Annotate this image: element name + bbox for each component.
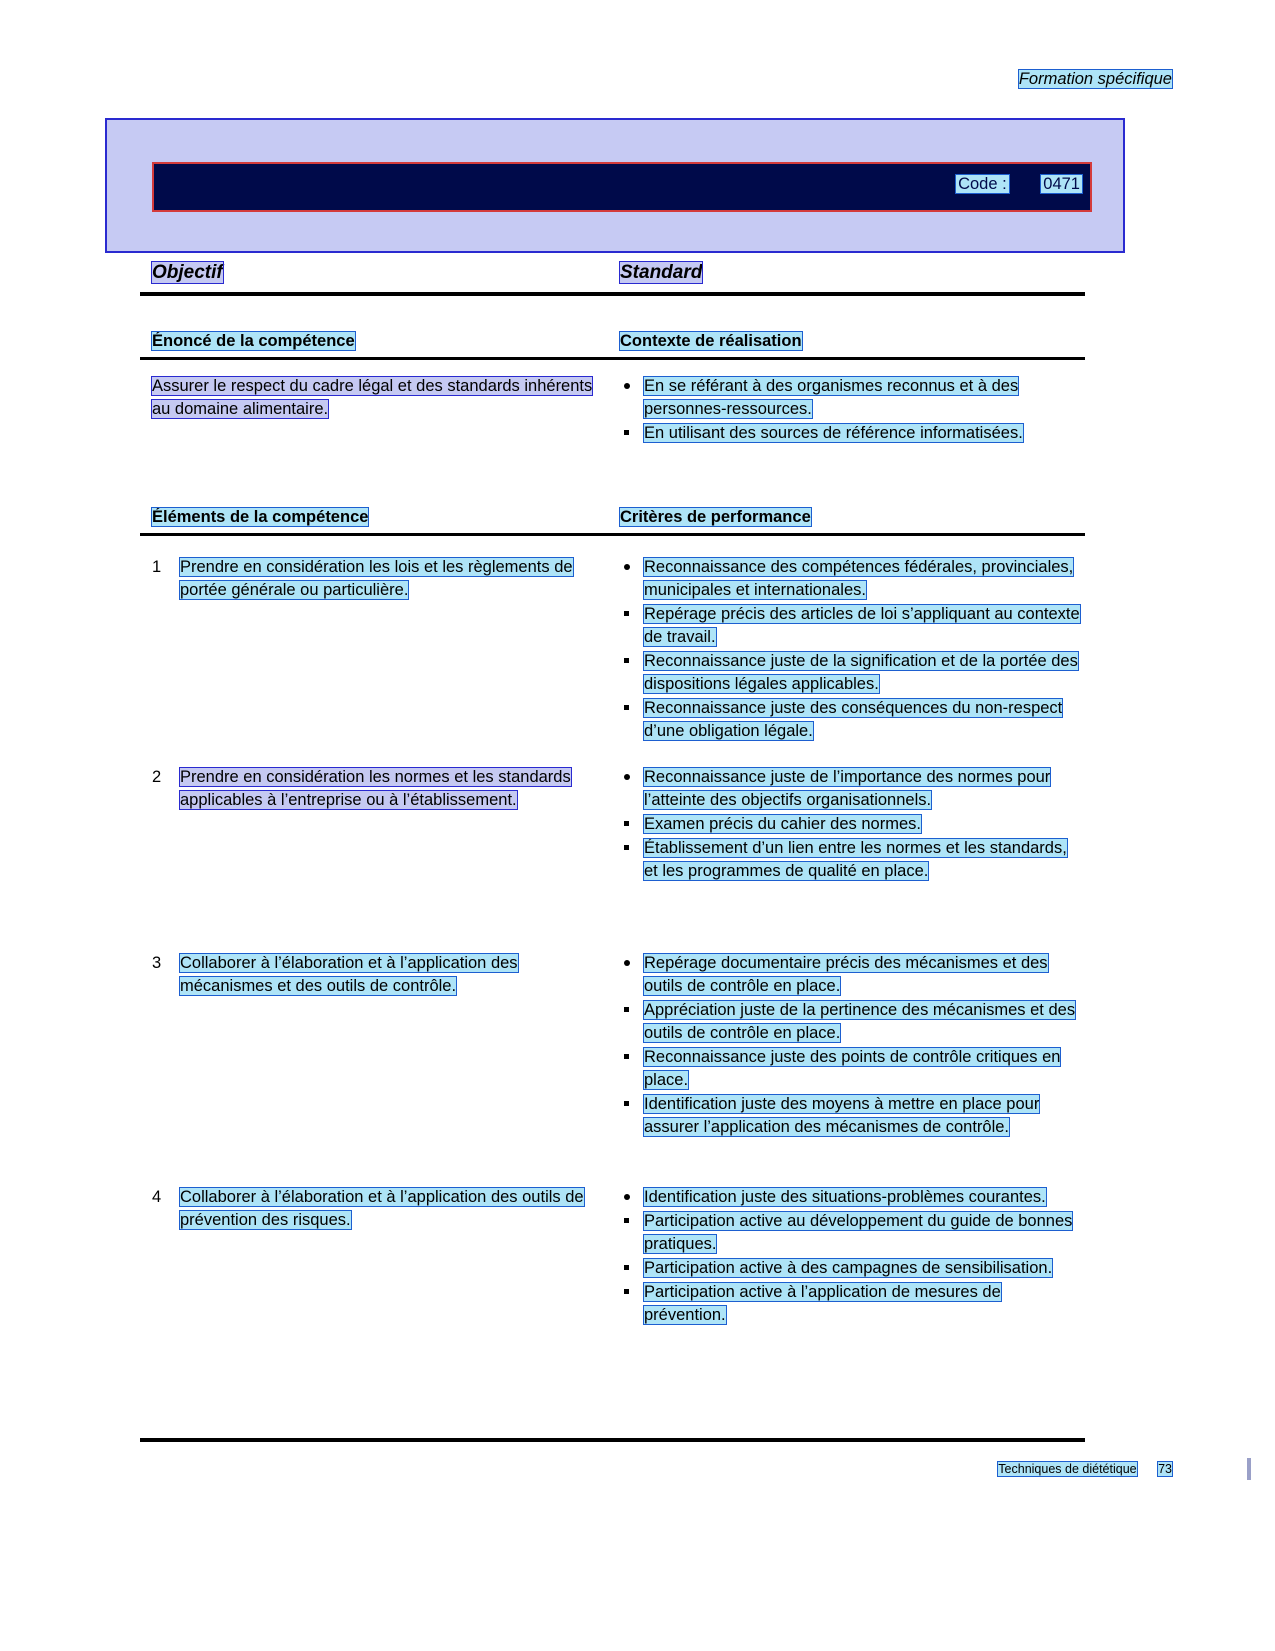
list-item: 1 Prendre en considération les lois et les règlements de portée générale ou particulière. — [152, 558, 573, 599]
context-list — [620, 375, 1080, 445]
element-number: 3 — [152, 954, 162, 972]
list-item: Reconnaissance des compétences fédérales, provinciales, municipales et internationales. — [620, 556, 1080, 602]
bullet-icon — [624, 1289, 629, 1294]
criteria-heading-wrap — [620, 508, 1080, 527]
elements-rule — [140, 533, 1085, 536]
list-item: Identification juste des situations-problèmes courantes. — [620, 1186, 1080, 1209]
statement-text-row: Assurer le respect du cadre légal et des standards inhérents au domaine alimentaire. — [152, 377, 593, 418]
element-number: 1 — [152, 558, 162, 576]
elements-heading-wrap — [152, 508, 602, 527]
element-entry — [152, 952, 602, 998]
bullet-icon — [624, 658, 629, 663]
criteria-list — [620, 766, 1080, 883]
title-bar — [152, 162, 1092, 212]
objectif-standard-band — [140, 262, 1085, 288]
footer-marker — [1247, 1458, 1251, 1480]
list-item: Identification juste des moyens à mettre en place pour assurer l’application des mécanismes de contrôle. — [620, 1093, 1080, 1139]
criteria-cell — [620, 952, 1080, 1140]
list-item: Examen précis du cahier des normes. — [620, 813, 1080, 836]
list-item: Participation active au développement du guide de bonnes pratiques. — [620, 1210, 1080, 1256]
bullet-icon — [624, 1194, 630, 1200]
bullet-icon — [624, 821, 629, 826]
elements-heading-row: Éléments de la compétence — [152, 508, 369, 526]
bullet-icon — [624, 564, 630, 570]
code-value: 0471 — [1043, 175, 1080, 193]
statement-rule — [140, 357, 1085, 360]
bullet-icon — [624, 1054, 629, 1059]
title-block — [105, 118, 1125, 253]
bullet-icon — [624, 383, 630, 389]
criteria-cell — [620, 556, 1080, 744]
list-item: Participation active à des campagnes de sensibilisation. — [620, 1257, 1080, 1280]
code-label: Code : — [958, 175, 1007, 193]
list-item: Repérage documentaire précis des mécanismes et des outils de contrôle en place. — [620, 952, 1080, 998]
list-item: En utilisant des sources de référence informatisées. — [620, 422, 1080, 445]
statement-heading-wrap — [152, 332, 602, 351]
bullet-icon — [624, 960, 630, 966]
list-item: 2 Prendre en considération les normes et les standards applicables à l’entreprise ou à l’établissement. — [152, 768, 571, 809]
statement-text-wrap — [152, 375, 602, 421]
footer — [998, 1462, 1172, 1476]
running-head-text: Formation spécifique — [1018, 70, 1172, 88]
bullet-icon — [624, 705, 629, 710]
element-cell — [152, 1186, 602, 1232]
band-objectif: Objectif — [152, 262, 223, 283]
criteria-cell — [620, 1186, 1080, 1328]
criteria-list — [620, 1186, 1080, 1327]
list-item: Appréciation juste de la pertinence des mécanismes et des outils de contrôle en place. — [620, 999, 1080, 1045]
bullet-icon — [624, 774, 630, 780]
context-heading-row: Contexte de réalisation — [620, 332, 802, 350]
criteria-list — [620, 952, 1080, 1139]
running-head — [1019, 70, 1172, 89]
bullet-icon — [624, 430, 629, 435]
element-cell — [152, 556, 602, 602]
context-list-wrap — [620, 375, 1080, 446]
bullet-icon — [624, 1101, 629, 1106]
context-heading-wrap — [620, 332, 1080, 351]
band-standard: Standard — [620, 262, 703, 283]
element-entry — [152, 766, 602, 812]
element-entry — [152, 556, 602, 602]
footer-rule — [140, 1438, 1085, 1442]
element-entry — [152, 1186, 602, 1232]
criteria-heading-row: Critères de performance — [620, 508, 811, 526]
bullet-icon — [624, 1007, 629, 1012]
element-cell — [152, 952, 602, 998]
footer-page-number: 73 — [1158, 1462, 1172, 1476]
list-item: Repérage précis des articles de loi s’appliquant au contexte de travail. — [620, 603, 1080, 649]
list-item: 4 Collaborer à l’élaboration et à l’application des outils de prévention des risques. — [152, 1188, 584, 1229]
bullet-icon — [624, 1218, 629, 1223]
list-item: Reconnaissance juste des conséquences du non-respect d’une obligation légale. — [620, 697, 1080, 743]
list-item: En se référant à des organismes reconnus et à des personnes-ressources. — [620, 375, 1080, 421]
bullet-icon — [624, 1265, 629, 1270]
criteria-cell — [620, 766, 1080, 884]
list-item: Reconnaissance juste de la signification et de la portée des dispositions légales applicables. — [620, 650, 1080, 696]
list-item: Reconnaissance juste de l’importance des normes pour l’atteinte des objectifs organisationnels. — [620, 766, 1080, 812]
list-item: Reconnaissance juste des points de contrôle critiques en place. — [620, 1046, 1080, 1092]
element-number: 4 — [152, 1188, 162, 1206]
footer-program: Techniques de diététique — [998, 1462, 1137, 1476]
band-rule — [140, 292, 1085, 296]
code-field — [956, 175, 1082, 194]
bullet-icon — [624, 611, 629, 616]
list-item: 3 Collaborer à l’élaboration et à l’application des mécanismes et des outils de contrôle. — [152, 954, 518, 995]
list-item: Établissement d’un lien entre les normes et les standards, et les programmes de qualité en place. — [620, 837, 1080, 883]
statement-heading-row: Énoncé de la compétence — [152, 332, 355, 350]
bullet-icon — [624, 845, 629, 850]
element-number: 2 — [152, 768, 162, 786]
criteria-list — [620, 556, 1080, 743]
element-cell — [152, 766, 602, 812]
list-item: Participation active à l’application de mesures de prévention. — [620, 1281, 1080, 1327]
